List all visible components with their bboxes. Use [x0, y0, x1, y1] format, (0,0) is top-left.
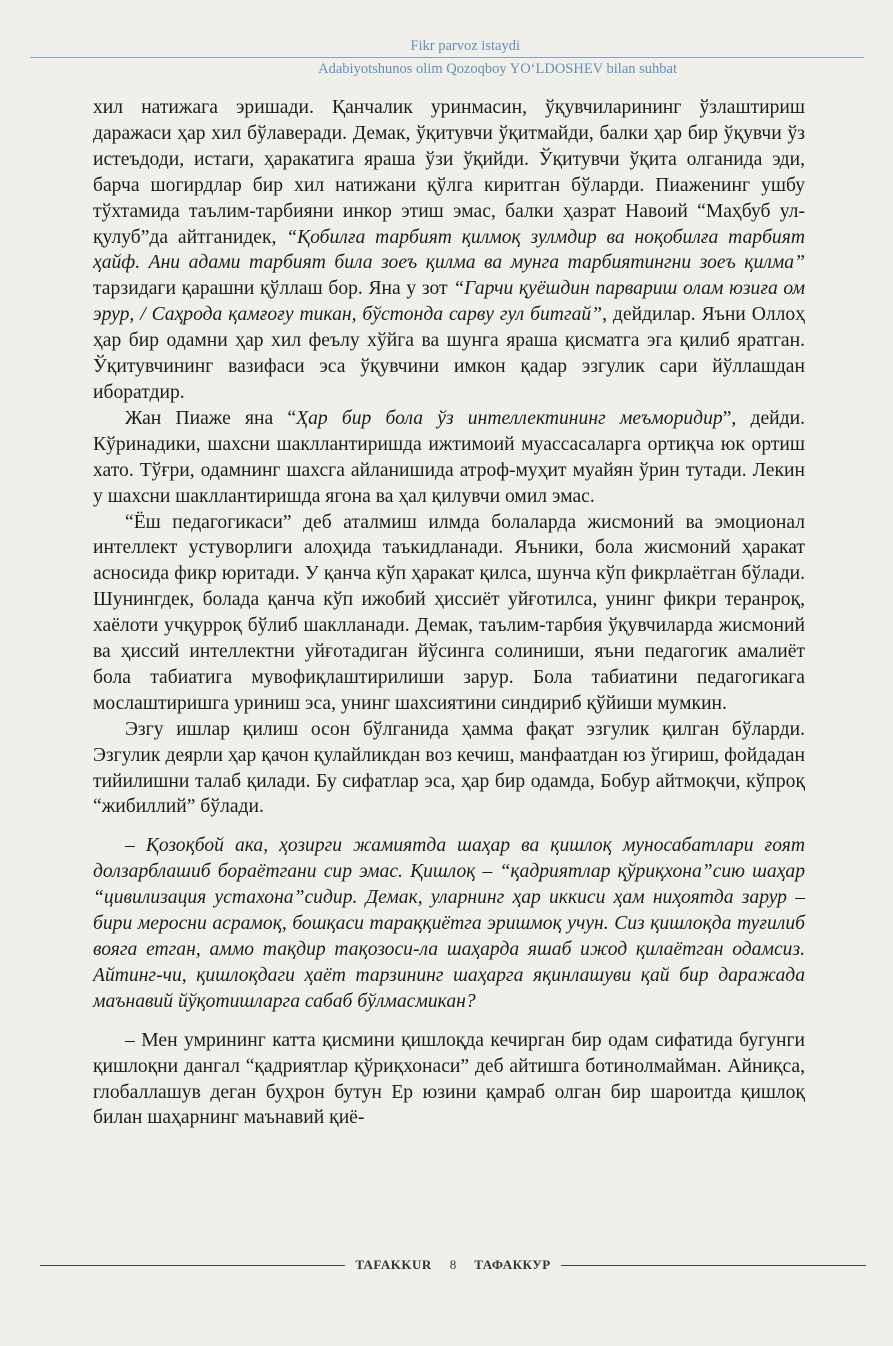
article-body	[93, 95, 805, 1131]
header-series-title: Fikr parvoz istaydi	[410, 38, 520, 54]
footer-rule-right	[561, 1265, 866, 1266]
running-header	[30, 36, 864, 78]
paragraph-4: Эзгу ишлар қилиш осон бўлганида ҳамма фақат эзгулик қилган бўларди. Эзгулик деярли ҳар қачон қулайликдан воз кечиш, манфаатдан юз ўгириш, фойдадан тийилишни талаб қилади. Бу сифатлар эса, ҳар бир одамда, Бобур айтмоқчи, кўпроқ “жибиллий” бўлади.	[93, 718, 805, 818]
interviewer-question: – Қозоқбой ака, ҳозирги жамиятда шаҳар ва қишлоқ муносабатлари ғоят долзарблашиб бораётгани сир эмас. Қишлоқ – “қадриятлар қўриқхона”сию шаҳар “цивилизация устахона”сидир. Демак, уларнинг ҳар иккиси ҳам ниҳоятда зарур – бири меросни асрамоқ, бошқаси тараққиётга эришмоқ учун. Сиз қишлоқда туғилиб вояга етган, аммо тақдир тақозоси-ла шаҳарда яшаб ижод қилаётган одамсиз. Айтинг-чи, қишлоқдаги ҳаёт тарзининг шаҳарга яқинлашуви қай бир даражада маънавий йўқотишларга сабаб бўлмасмикан?	[93, 835, 805, 1012]
header-subtitle: Adabiyotshunos olim Qozoqboy YO‘LDOSHEV bilan suhbat	[318, 61, 677, 77]
footer-magazine-cyrillic: ТАФАККУР	[474, 1257, 551, 1272]
page-footer	[40, 1255, 866, 1275]
footer-magazine-latin: TAFAKKUR	[355, 1257, 432, 1272]
page-number: 8	[449, 1257, 457, 1272]
paragraph-3: “Ёш педагогикаси” деб аталмиш илмда болаларда жисмоний ва эмоционал интеллект устуворлиги алоҳида таъкидланади. Яъники, бола жисмоний ҳаракат асносида фикр юритади. У қанча кўп ҳаракат қилса, шунча кўп фикрлаётган бўлади. Шунингдек, болада қанча кўп ижобий ҳиссиёт уйғотилса, унинг фикри теранроқ, хаёлоти учқурроқ бўлиб шаклланади. Демак, таълим-тарбия ўқувчиларда жисмоний ва ҳиссий интеллектни уйғотадиган йўсинга солиниши, яъни педагогик амалиёт бола табиатига мувофиқлаштирилиши зарур. Бола табиатини педагогикага мослаштиришга уриниш эса, унинг шахсиятини синдириб қўйиши мумкин.	[93, 511, 805, 714]
piaget-quote: Ҳар бир бола ўз интеллектининг меъморидир	[296, 407, 723, 429]
interviewee-answer: – Мен умрининг катта қисмини қишлоқда кечирган бир одам сифатида бугунги қишлоқни дангал “қадриятлар қўриқхонаси” деб айтишга ботинолмайман. Айниқса, глобаллашув деган буҳрон бутун Ер юзини қамраб олган бир шароитда қишлоқ билан шаҳарнинг маънавий қиё-	[93, 1029, 805, 1129]
paragraph-1: хил натижага эришади. Қанчалик уринмасин, ўқувчиларининг ўзлаштириш даражаси ҳар хил бўлаверади. Демак, ўқитувчи ўқитмайди, балки ҳар бир ўқувчи ўз истеъдоди, истаги, ҳаракатига яраша ўзи ўқийди. Ўқитувчи ўқита олганида эди, барча шогирдлар бир хил натижани қўлга киритган бўларди. Пиаженинг ушбу тўхтамида таълим-тарбияни инкор этиш эмас, балки ҳазрат Навоий “Маҳбуб ул-қулуб”да айтганидек, “Қобилға тарбият қилмоқ зулмдир ва ноқобилға тарбият ҳайф. Ани адами тарбият била зоеъ қилма ва мунга тарбиятингни зоеъ қилма” тарзидаги қарашни қўллаш бор. Яна у зот “Гарчи қуёшдин парвариш олам юзиға ом эрур, / Саҳрода қамғоғу тикан, бўстонда сарву гул битгай”, дейдилар. Яъни Оллоҳ ҳар бир одамни ҳар хил феълу хўйга ва шунга яраша қисматга эга қилиб яратган. Ўқитувчининг вазифаси эса ўқувчини имкон қадар эзгулик сари йўллашдан иборатдир.	[93, 97, 806, 403]
navoiy-verse: “Гарчи қуёшдин парвариш олам юзиға ом эрур, / Саҳрода қамғоғу тикан, бўстонда сарву гул битгай”	[93, 278, 805, 326]
paragraph-2: Жан Пиаже яна “Ҳар бир бола ўз интеллектининг меъморидир”, дейди. Кўринадики, шахсни шакллантиришда ижтимоий муассасаларга ортиқча юк ортиш хато. Тўғри, одамнинг шахсга айланишида атроф-муҳит муайян ўрин тутади. Лекин у шахсни шакллантиришда ягона ва ҳал қилувчи омил эмас.	[93, 407, 806, 507]
footer-rule-left	[40, 1265, 345, 1266]
header-rule	[30, 57, 864, 58]
navoiy-quote: “Қобилға тарбият қилмоқ зулмдир ва ноқобилға тарбият ҳайф. Ани адами тарбият била зоеъ қилма ва мунга тарбиятингни зоеъ қилма”	[93, 226, 805, 274]
